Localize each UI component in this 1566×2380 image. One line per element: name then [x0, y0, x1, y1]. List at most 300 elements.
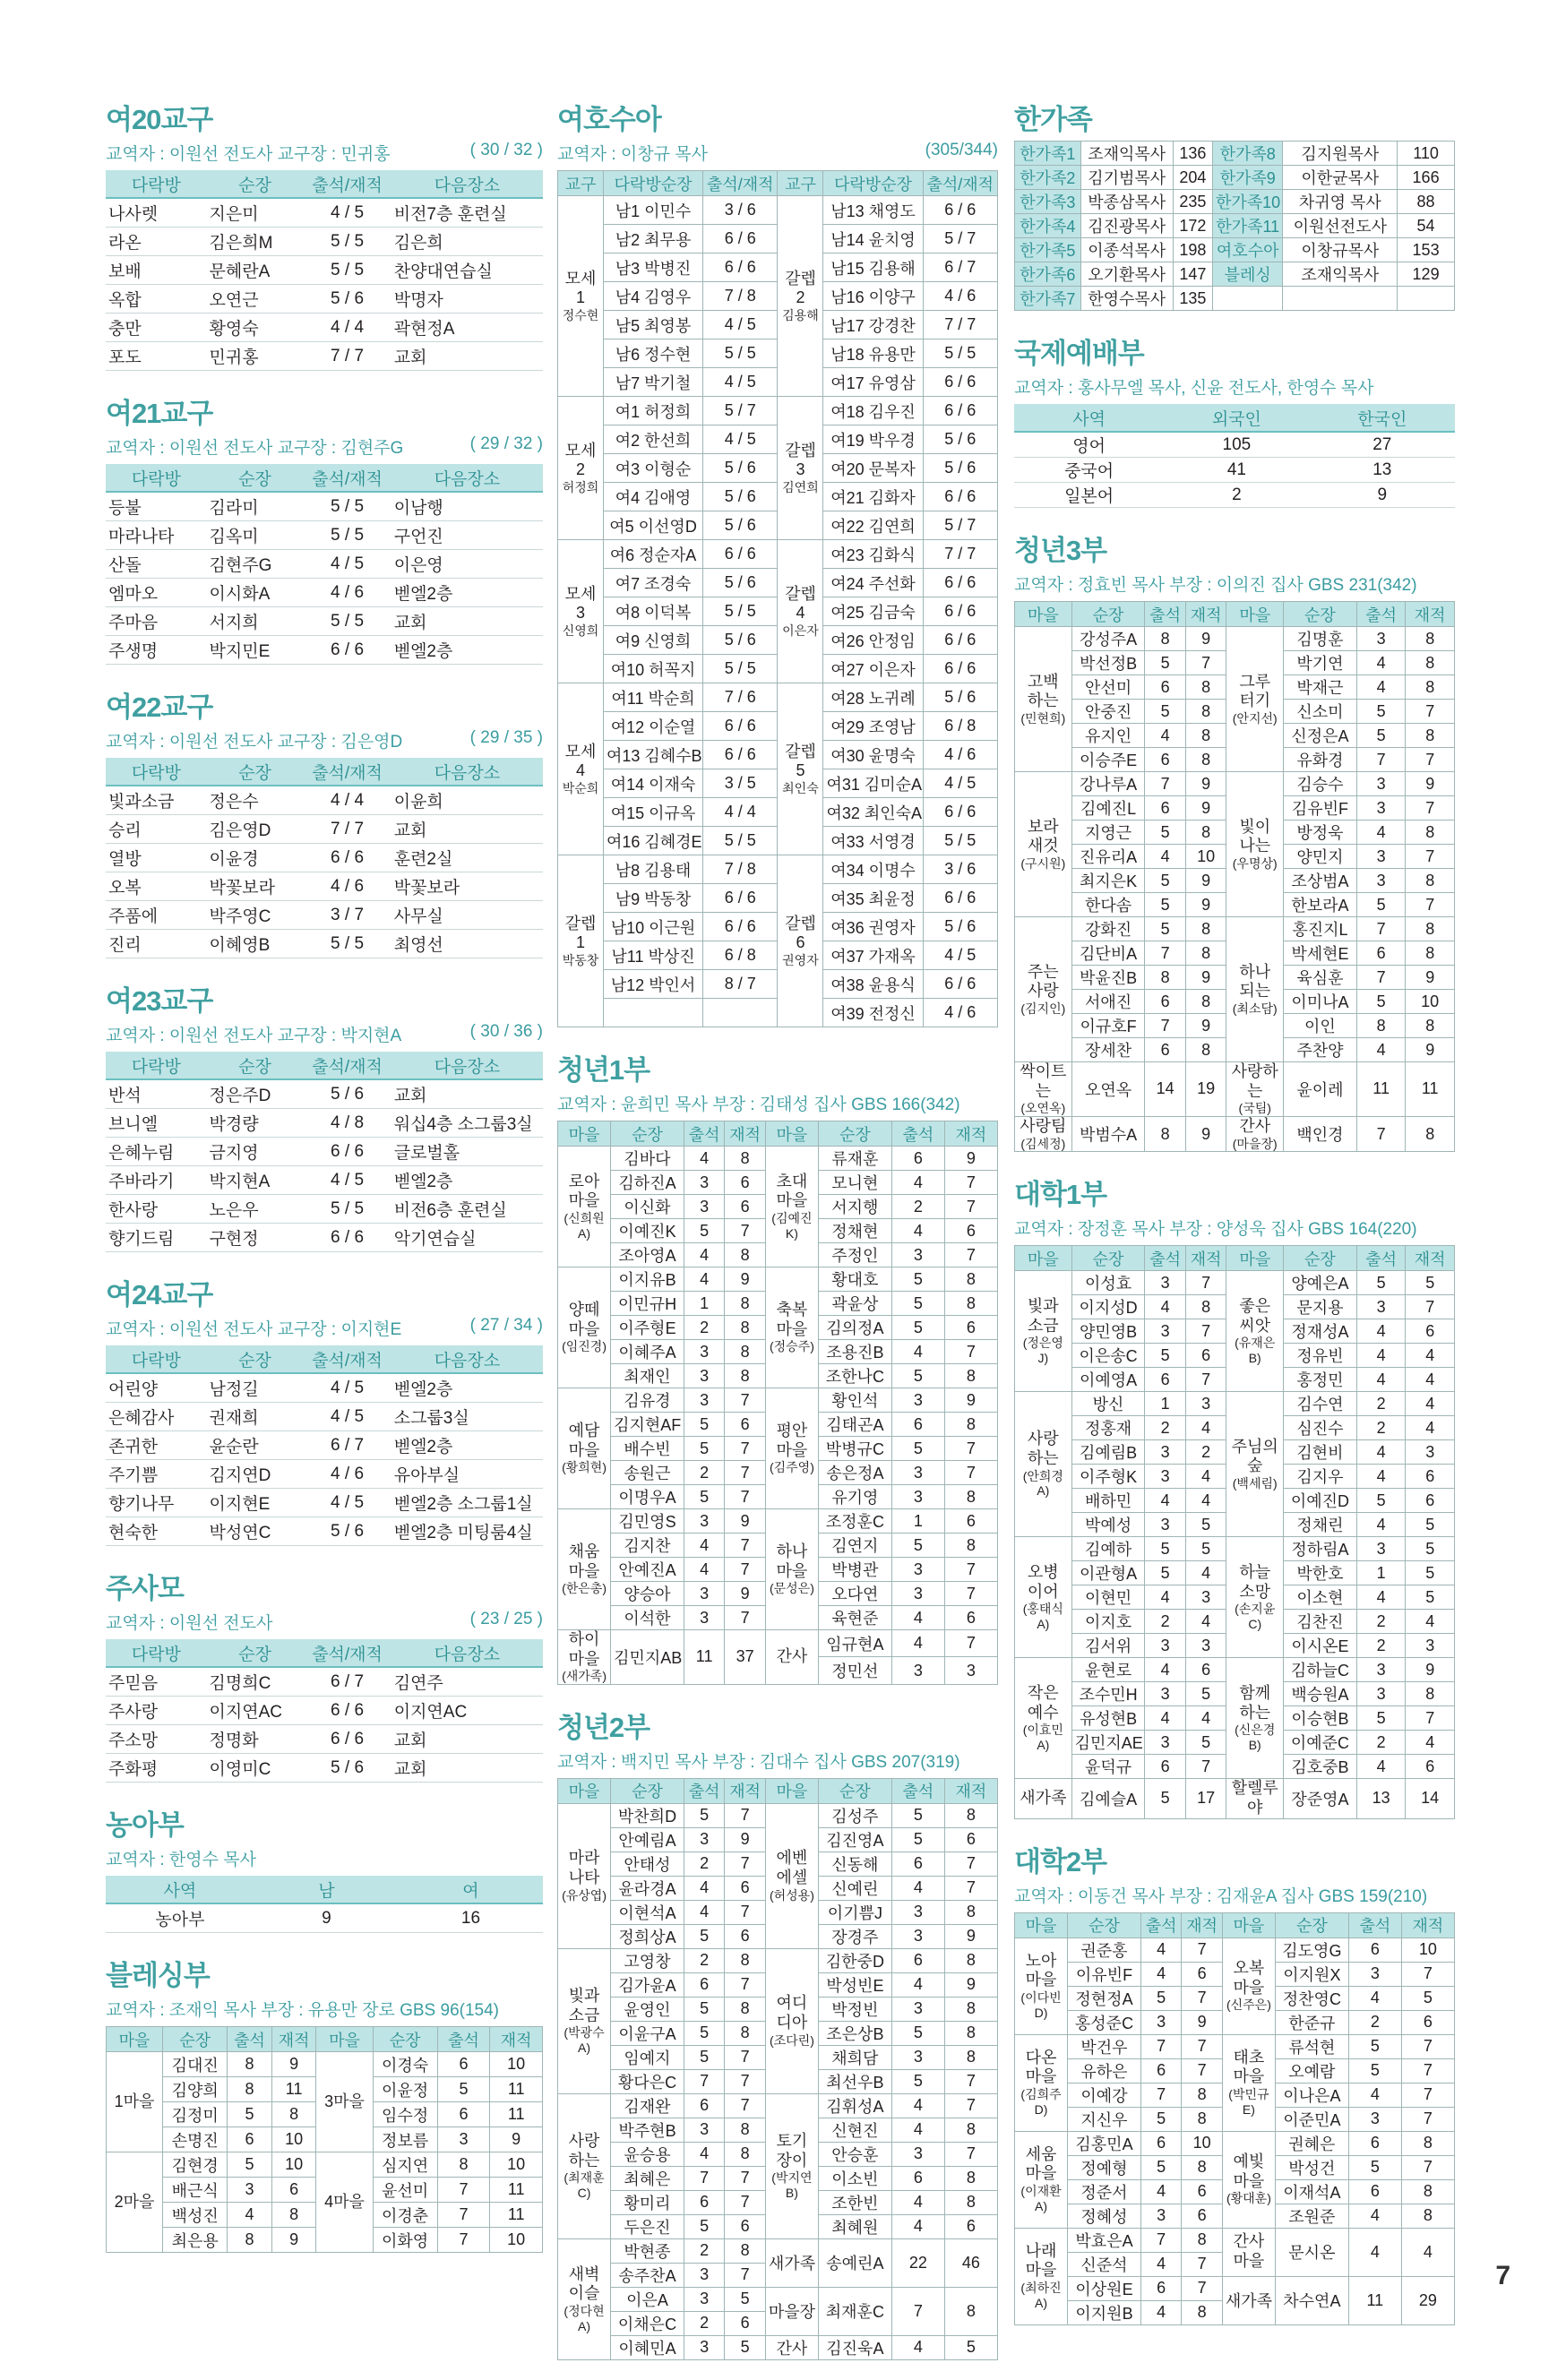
table-cell: 5 / 5: [303, 521, 391, 550]
group-leader: 이은자: [782, 623, 819, 638]
table-cell: 4: [1185, 1465, 1226, 1489]
table-cell: 3: [1356, 1658, 1406, 1682]
table-cell: 윤현로: [1071, 1658, 1145, 1682]
table-cell: 장세찬: [1071, 1038, 1145, 1062]
table-cell: 10: [1185, 845, 1226, 869]
group-leader: (신주은): [1226, 1998, 1271, 2013]
table-cell: 박병규C: [818, 1437, 891, 1461]
table-cell: 7: [725, 1388, 765, 1413]
table-cell: 1: [1356, 1561, 1406, 1585]
table-cell: 박종삼목사: [1080, 190, 1173, 214]
table-cell: 3: [684, 2118, 724, 2142]
table-cell: 7: [1185, 1368, 1226, 1392]
group-label: [765, 1388, 818, 1509]
table-cell: 7: [1401, 2155, 1454, 2179]
column-header: 순장: [611, 1778, 684, 1803]
table-cell: 6: [1406, 1319, 1455, 1344]
table-cell: 5 / 6: [703, 569, 778, 597]
table-cell: 오기환목사: [1080, 262, 1173, 287]
table-cell: 6: [1185, 1658, 1226, 1682]
table-cell: 박건우: [1068, 2034, 1141, 2058]
table-row: [106, 872, 543, 901]
table-cell: 이경춘: [373, 2203, 437, 2228]
table-cell: 3: [891, 2045, 944, 2069]
table-header-row: [106, 1345, 543, 1373]
table-cell: 한보라A: [1284, 893, 1357, 917]
table-cell: 유아부실: [392, 1460, 543, 1489]
table-cell: 김대진: [163, 2052, 228, 2077]
table-cell: 윤라경A: [611, 1876, 684, 1900]
column-header: 외국인: [1164, 404, 1309, 432]
list-table: [106, 1345, 543, 1546]
grid-table: [557, 170, 998, 1027]
table-cell: 8: [1406, 675, 1455, 700]
group-leader: (구시원): [1020, 855, 1066, 871]
column-header: 순장: [818, 1778, 891, 1803]
table-cell: 산돌: [106, 550, 207, 579]
table-cell: [1398, 287, 1455, 311]
group-leader: 권영자: [782, 952, 819, 967]
table-cell: 8: [725, 2118, 765, 2142]
table-cell: 9: [1406, 772, 1455, 796]
group-label: [558, 1147, 611, 1267]
table-cell: 한가족2: [1015, 166, 1081, 190]
list-table: [106, 758, 543, 958]
table-cell: 한가족10: [1212, 190, 1283, 214]
table-cell: 여14 이재숙: [603, 769, 702, 798]
table-cell: 7: [944, 1876, 997, 1900]
table-cell: 이윤경: [207, 844, 304, 872]
table-cell: 4: [684, 2142, 724, 2166]
attendance-total: ( 27 / 34 ): [469, 1316, 543, 1335]
table-cell: 사무실: [392, 901, 543, 930]
table-cell: 3: [1356, 845, 1406, 869]
table-cell: 박한호: [1284, 1561, 1357, 1585]
table-cell: 2: [684, 1948, 724, 1972]
table-cell: 11: [490, 2203, 543, 2228]
table-cell: 김태곤A: [818, 1413, 891, 1437]
table-cell: 7 / 8: [703, 855, 778, 884]
table-cell: 8: [1406, 821, 1455, 845]
group-name: 예담 마을: [568, 1422, 600, 1459]
table-cell: 정홍재: [1071, 1416, 1145, 1440]
table-cell: 6 / 7: [303, 1667, 391, 1697]
table-cell: 4: [1348, 2228, 1401, 2276]
table-cell: 조원준: [1275, 2204, 1348, 2228]
table-cell: 8: [1145, 1116, 1185, 1151]
table-cell: 김예슬A: [1071, 1779, 1145, 1818]
international-section: [1014, 331, 1455, 508]
column-header: 출석/재적: [303, 464, 391, 492]
table-cell: 여15 이규옥: [603, 798, 702, 827]
table-cell: 5: [1356, 1489, 1406, 1513]
table-cell: 지영근: [1071, 821, 1145, 845]
table-cell: 남6 정수현: [603, 339, 702, 368]
table-cell: 1: [891, 1509, 944, 1534]
table-cell: 김찬진: [1284, 1610, 1357, 1634]
table-cell: 6: [1140, 2131, 1181, 2155]
table-cell: 4: [1140, 2252, 1181, 2276]
attendance-total: ( 30 / 32 ): [469, 141, 543, 159]
table-cell: 새가족: [765, 2238, 818, 2287]
table-cell: 이혜주A: [611, 1340, 684, 1364]
table-cell: 3: [228, 2178, 272, 2203]
table-cell: 윤승용: [611, 2142, 684, 2166]
group-label: [558, 2093, 611, 2238]
table-row: [1015, 2228, 1455, 2252]
table-cell: 3: [891, 2142, 944, 2166]
table-cell: 5 / 6: [303, 285, 391, 314]
table-cell: 한가족5: [1015, 238, 1081, 262]
table-cell: 6: [1140, 2058, 1181, 2083]
table-header-row: [1014, 404, 1455, 432]
group-name: 로아 마을: [568, 1172, 600, 1210]
table-cell: 4 / 5: [703, 311, 778, 339]
table-cell: 한가족8: [1212, 142, 1283, 166]
table-row: [106, 636, 543, 665]
table-cell: 147: [1173, 262, 1212, 287]
table-cell: 7: [1401, 2034, 1454, 2058]
table-cell: 4: [684, 1558, 724, 1582]
table-cell: 최재훈C: [818, 2287, 891, 2335]
table-header-row: [106, 464, 543, 492]
group-name: 하늘 소망: [1239, 1562, 1271, 1601]
table-cell: 김홍민A: [1068, 2131, 1141, 2155]
table-cell: 6: [1348, 2179, 1401, 2204]
table-cell: 8: [1185, 941, 1226, 966]
table-cell: 4 / 4: [303, 314, 391, 342]
college1-section: [1014, 1172, 1455, 1818]
table-cell: 신준석: [1068, 2252, 1141, 2276]
table-cell: 방신: [1071, 1392, 1145, 1416]
table-cell: 5: [891, 1316, 944, 1340]
table-cell: 박성연C: [207, 1517, 304, 1546]
table-cell: 양예은A: [1284, 1271, 1357, 1295]
table-cell: 7: [1406, 748, 1455, 772]
table-cell: 고영창: [611, 1948, 684, 1972]
table-cell: 6: [1145, 796, 1185, 821]
table-cell: 이예진D: [1284, 1489, 1357, 1513]
table-row: [106, 1431, 543, 1460]
table-cell: 4 / 4: [703, 798, 778, 827]
table-cell: 4 / 5: [303, 550, 391, 579]
table-row: [1015, 627, 1455, 651]
table-cell: 6: [944, 1509, 997, 1534]
table-header-row: [1015, 1912, 1455, 1938]
group-name: 좋은 씨앗: [1239, 1296, 1271, 1335]
column-header: 남: [254, 1876, 399, 1903]
table-cell: 여31 김미순A: [823, 769, 923, 798]
table-cell: 최은용: [163, 2228, 228, 2253]
district-section: [106, 684, 543, 958]
table-cell: 6 / 6: [923, 798, 997, 827]
table-cell: [1212, 287, 1283, 311]
group-label: [765, 2093, 818, 2238]
table-cell: [703, 999, 778, 1027]
group-leader: (백세림): [1232, 1476, 1278, 1491]
group-label: [316, 2052, 373, 2152]
table-cell: 5 / 7: [923, 225, 997, 253]
table-cell: 주정인: [818, 1243, 891, 1267]
column-header: 출석: [1356, 1246, 1406, 1271]
group-name: 노아 마을: [1025, 1951, 1057, 1989]
column-header: 마을: [765, 1121, 818, 1147]
table-cell: 남18 유용만: [823, 339, 923, 368]
table-cell: 벧엘2층: [392, 1166, 543, 1195]
column-header: 재적: [1401, 1912, 1454, 1938]
table-cell: 7: [1182, 2058, 1222, 2083]
table-cell: 5 / 6: [303, 1754, 391, 1783]
table-row: [106, 1697, 543, 1725]
table-cell: 김현비: [1284, 1440, 1357, 1465]
table-cell: 9: [1185, 893, 1226, 917]
table-cell: 6 / 6: [923, 655, 997, 683]
group-leader: (박광수A): [564, 2025, 605, 2056]
table-cell: 한가족3: [1015, 190, 1081, 214]
table-cell: 8: [1401, 2179, 1454, 2204]
table-cell: 은혜감사: [106, 1403, 207, 1431]
table-cell: 5: [1145, 651, 1185, 675]
table-cell: 주사랑: [106, 1697, 207, 1725]
column-header: 사역: [106, 1876, 254, 1903]
column-header: 재적: [1406, 602, 1455, 627]
table-cell: 5: [684, 1413, 724, 1437]
table-cell: 5: [684, 2021, 724, 2045]
staff-line: 교역자 : 백지민 목사 부장 : 김대수 집사 GBS 207(319): [557, 1752, 960, 1772]
table-row: [1015, 262, 1455, 287]
group-leader: (마을장): [1232, 1136, 1278, 1151]
table-cell: 9: [271, 2052, 316, 2077]
table-cell: 11: [271, 2077, 316, 2102]
table-cell: 3: [684, 2335, 724, 2359]
table-cell: 6 / 6: [923, 884, 997, 913]
table-cell: 7: [725, 1606, 765, 1630]
table-cell: 4 / 6: [303, 872, 391, 901]
table-cell: 박정빈: [818, 1997, 891, 2021]
group-leader: (김세정): [1020, 1136, 1066, 1151]
table-cell: 3: [1145, 1634, 1185, 1658]
table-row: [1015, 1537, 1455, 1561]
group-label: [1226, 1779, 1284, 1818]
group-name: 간사 마을: [1233, 2232, 1265, 2271]
column-header: 순장: [207, 1639, 304, 1667]
table-cell: 9: [725, 1582, 765, 1606]
table-cell: 129: [1398, 262, 1455, 287]
table-row: [1015, 287, 1455, 311]
table-cell: 8: [725, 1147, 765, 1171]
table-cell: 5: [684, 2214, 724, 2238]
group-leader: (신은경B): [1235, 1723, 1276, 1752]
section-info: [1014, 571, 1455, 596]
table-cell: 남14 윤치영: [823, 225, 923, 253]
table-cell: 이유빈F: [1068, 1962, 1141, 1986]
han-family-section: [1014, 97, 1455, 311]
table-cell: 8: [1401, 2204, 1454, 2228]
staff-line: 교역자 : 이원선 전도사: [106, 1614, 273, 1633]
column-header: 순장: [207, 1345, 304, 1373]
group-leader: (이효민A): [1022, 1723, 1063, 1752]
table-cell: 이예준C: [1284, 1731, 1357, 1755]
table-cell: 6: [725, 1924, 765, 1948]
table-cell: 5 / 5: [703, 655, 778, 683]
column-header: 순장: [207, 758, 304, 786]
section-title: 여21교구: [106, 398, 213, 429]
table-cell: 9: [725, 1827, 765, 1852]
group-leader: (정승주): [769, 1339, 814, 1354]
table-cell: 민귀홍: [207, 342, 304, 371]
table-row: [106, 314, 543, 342]
attendance-total: (305/344): [925, 141, 998, 159]
table-cell: 6 / 6: [703, 253, 778, 282]
table-cell: 2: [684, 2238, 724, 2263]
table-cell: 중국어: [1014, 458, 1164, 483]
table-cell: 7: [1406, 893, 1455, 917]
table-cell: 여호수아: [1212, 238, 1283, 262]
table-cell: 여3 이형순: [603, 454, 702, 483]
table-cell: 찬양대연습실: [392, 256, 543, 285]
table-cell: 4: [1406, 1344, 1455, 1368]
table-cell: 8: [725, 2238, 765, 2263]
table-cell: 정하림A: [1284, 1537, 1357, 1561]
table-row: [1015, 166, 1455, 190]
table-cell: 7: [944, 1437, 997, 1461]
group-name: 고백 하는: [1027, 672, 1059, 710]
table-cell: 4 / 5: [703, 368, 778, 397]
table-cell: 권준홍: [1068, 1938, 1141, 1962]
table-cell: 교회: [392, 1079, 543, 1109]
table-cell: 8: [944, 2287, 997, 2335]
column-header: 재적: [944, 1778, 997, 1803]
table-cell: 3: [1356, 627, 1406, 651]
table-cell: 7: [944, 1171, 997, 1195]
table-cell: 5: [1356, 700, 1406, 724]
table-row: [1014, 483, 1455, 508]
group-name: 모세 2: [564, 441, 597, 479]
group-leader: (최소담): [1232, 1001, 1278, 1016]
table-cell: 9: [1185, 966, 1226, 990]
table-cell: 5: [1145, 917, 1185, 941]
table-cell: 안예진A: [611, 1558, 684, 1582]
column-header: 다락방: [106, 464, 207, 492]
table-cell: 4: [891, 2118, 944, 2142]
column-header: 순장: [611, 1121, 684, 1147]
table-cell: 이준민A: [1275, 2107, 1348, 2131]
table-cell: 3: [891, 1657, 944, 1685]
table-cell: 유화경: [1284, 748, 1357, 772]
table-cell: 8: [1406, 1116, 1455, 1151]
table-cell: 이은영: [392, 550, 543, 579]
table-cell: 7: [944, 1195, 997, 1219]
table-cell: 장준영A: [1284, 1779, 1357, 1818]
table-cell: 이소빈: [818, 2166, 891, 2190]
table-cell: 배수빈: [611, 1437, 684, 1461]
table-cell: 3: [684, 1582, 724, 1606]
table-cell: 6: [725, 1413, 765, 1437]
table-cell: 6: [1145, 748, 1185, 772]
table-cell: 3: [891, 1243, 944, 1267]
table-cell: 진리: [106, 930, 207, 958]
table-cell: 6: [1140, 2276, 1181, 2300]
table-row: [558, 683, 998, 712]
column-left: [106, 97, 543, 2273]
table-cell: 김성주: [818, 1803, 891, 1827]
table-cell: 3: [1185, 1634, 1226, 1658]
table-cell: 9: [1185, 772, 1226, 796]
group-leader: 최인숙: [782, 780, 819, 795]
table-cell: 3: [1406, 1634, 1455, 1658]
table-row: [106, 1725, 543, 1754]
table-cell: 4 / 5: [303, 198, 391, 228]
deaf-ministry-section: [106, 1802, 543, 1933]
table-cell: 여16 김혜경E: [603, 827, 702, 855]
table-cell: 3 / 6: [923, 855, 997, 884]
table-cell: 3: [1356, 772, 1406, 796]
table-cell: 4 / 5: [923, 941, 997, 970]
table-cell: 8: [944, 1900, 997, 1924]
table-cell: 송주찬A: [611, 2263, 684, 2287]
table-cell: 주생명: [106, 636, 207, 665]
table-cell: 6: [1406, 1465, 1455, 1489]
table-cell: 8: [1185, 990, 1226, 1014]
table-cell: 135: [1173, 287, 1212, 311]
table-cell: 남9 박동창: [603, 884, 702, 913]
table-cell: 남정길: [207, 1373, 304, 1403]
table-cell: 김은희M: [207, 228, 304, 256]
table-cell: 8: [725, 2021, 765, 2045]
table-cell: 4: [891, 1340, 944, 1364]
group-label: [1226, 1392, 1284, 1537]
staff-line: 교역자 : 홍사무엘 목사, 신윤 전도사, 한영수 목사: [1014, 379, 1374, 398]
table-cell: 3: [944, 1657, 997, 1685]
table-cell: 박찬희D: [611, 1803, 684, 1827]
group-label: [1015, 1779, 1072, 1818]
table-cell: 4: [891, 2093, 944, 2118]
list-table: [106, 1639, 543, 1783]
group-label: [1222, 2034, 1275, 2131]
table-cell: 최혜원: [818, 2214, 891, 2238]
table-cell: 153: [1398, 238, 1455, 262]
table-cell: 7: [944, 1558, 997, 1582]
table-cell: 3: [437, 2127, 490, 2152]
table-cell: 3: [1356, 869, 1406, 893]
table-cell: 정채린: [1284, 1513, 1357, 1537]
table-cell: 향기드림: [106, 1224, 207, 1252]
table-cell: 5: [684, 1997, 724, 2021]
table-cell: 4: [1356, 1755, 1406, 1779]
table-cell: 5: [1140, 2155, 1181, 2179]
table-cell: 문혜란A: [207, 256, 304, 285]
table-cell: 송예린A: [818, 2238, 891, 2287]
list-table: [1014, 404, 1455, 508]
column-header: 마을: [765, 1778, 818, 1803]
table-cell: 5 / 5: [303, 1195, 391, 1224]
table-cell: 등불: [106, 492, 207, 521]
group-name: 작은 예수: [1027, 1683, 1059, 1722]
table-cell: 황미리: [611, 2190, 684, 2214]
group-leader: (황희현): [562, 1460, 607, 1475]
table-cell: 김유경: [611, 1388, 684, 1413]
table-cell: 5: [1348, 2058, 1401, 2083]
table-cell: 조재익목사: [1080, 142, 1173, 166]
table-cell: 윤덕규: [1071, 1755, 1145, 1779]
table-cell: 8: [228, 2077, 272, 2102]
table-cell: 주바라기: [106, 1166, 207, 1195]
table-cell: 7: [944, 1340, 997, 1364]
grid-table: [106, 2026, 543, 2253]
table-cell: 8: [944, 2118, 997, 2142]
table-cell: 9: [1185, 1014, 1226, 1038]
table-cell: 5: [1401, 1986, 1454, 2010]
